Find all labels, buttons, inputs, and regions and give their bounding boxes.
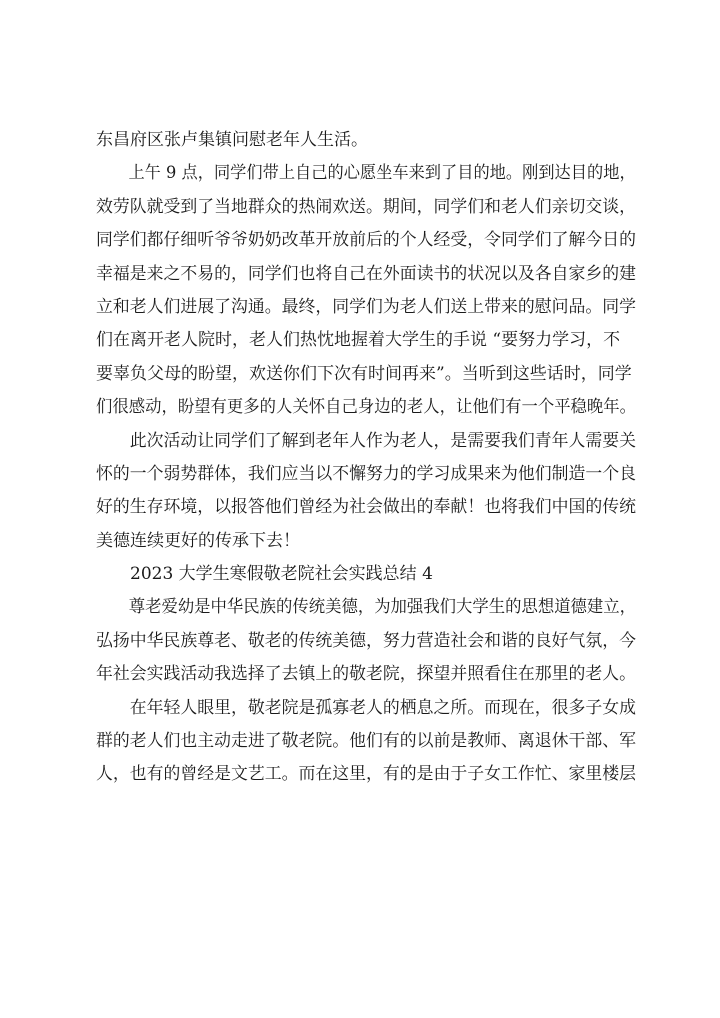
text-line: 怀的一个弱势群体，我们应当以不懈努力的学习成果来为他们制造一个良 bbox=[96, 463, 636, 484]
body-text bbox=[96, 124, 636, 792]
text-line: 尊老爱幼是中华民族的传统美德，为加强我们大学生的思想道德建立， bbox=[128, 597, 637, 618]
text-line: 同学们都仔细听爷爷奶奶改革开放前后的个人经受，令同学们了解今日的 bbox=[96, 230, 636, 251]
text-line: 在年轻人眼里，敬老院是孤寡老人的栖息之所。而现在，很多子女成 bbox=[129, 697, 636, 718]
text-line: 好的生存环境，以报答他们曾经为社会做出的奉献！也将我们中国的传统 bbox=[96, 497, 636, 518]
text-line: 立和老人们进展了沟通。最终，同学们为老人们送上带来的慰问品。同学 bbox=[96, 296, 636, 317]
text-line: 要辜负父母的盼望，欢送你们下次有时间再来”。当听到这些话时，同学 bbox=[96, 363, 632, 384]
text-line: 们在离开老人院时，老人们热忱地握着大学生的手说 “要努力学习，不 bbox=[96, 330, 621, 351]
text-line: 幸福是来之不易的，同学们也将自己在外面读书的状况以及各自家乡的建 bbox=[96, 263, 636, 284]
text-line: 弘扬中华民族尊老、敬老的传统美德，努力营造社会和谐的良好气氛，今 bbox=[96, 630, 636, 651]
text-line: 东昌府区张卢集镇问慰老年人生活。 bbox=[96, 130, 368, 150]
section-heading: 2023 大学生寒假敬老院社会实践总结 4 bbox=[130, 564, 433, 585]
text-line: 群的老人们也主动走进了敬老院。他们有的以前是教师、离退休干部、军 bbox=[96, 731, 636, 752]
text-line: 们很感动，盼望有更多的人关怀自己身边的老人，让他们有一个平稳晚年。 bbox=[96, 397, 637, 418]
text-line: 效劳队就受到了当地群众的热闹欢送。期间，同学们和老人们亲切交谈， bbox=[96, 196, 636, 217]
text-line: 人，也有的曾经是文艺工。而在这里，有的是由于子女工作忙、家里楼层 bbox=[96, 764, 636, 785]
text-line: 美德连续更好的传承下去！ bbox=[96, 530, 300, 551]
text-line: 上午 9 点，同学们带上自己的心愿坐车来到了目的地。刚到达目的地， bbox=[128, 163, 636, 184]
text-line: 年社会实践活动我选择了去镇上的敬老院，探望并照看住在那里的老人。 bbox=[96, 664, 636, 685]
text-line: 此次活动让同学们了解到老年人作为老人，是需要我们青年人需要关 bbox=[129, 430, 636, 451]
